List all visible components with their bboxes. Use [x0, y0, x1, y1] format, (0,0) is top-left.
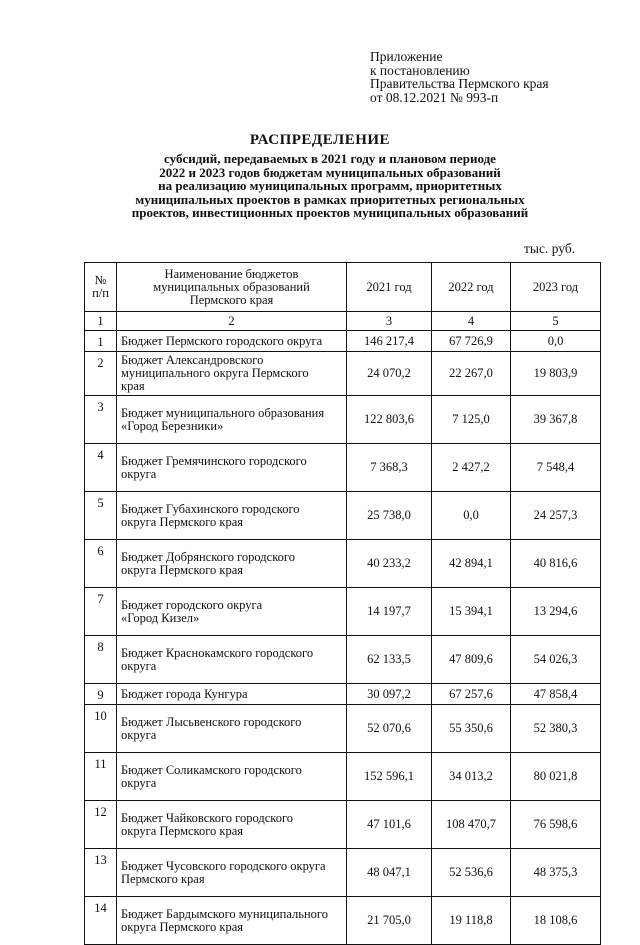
table-row — [85, 753, 601, 801]
value-2023: 48 375,3 — [511, 849, 601, 897]
index-cell: 3 — [347, 312, 432, 331]
budget-name-line: Бюджет муниципального образования — [121, 405, 325, 420]
subtitle-line: на реализацию муниципальных программ, приоритетных — [158, 178, 502, 193]
value-2023: 7 548,4 — [511, 444, 601, 492]
appendix-line: к постановлению — [370, 62, 470, 78]
value-2021: 25 738,0 — [347, 492, 432, 540]
appendix-block — [370, 50, 549, 104]
row-number: 2 — [85, 352, 117, 396]
value-2021: 47 101,6 — [347, 801, 432, 849]
row-number: 14 — [85, 897, 117, 945]
distribution-table — [84, 262, 601, 945]
value-2023: 52 380,3 — [511, 705, 601, 753]
value-2022: 2 427,2 — [432, 444, 511, 492]
subtitle-line: 2022 и 2023 годов бюджетам муниципальных образований — [159, 164, 501, 180]
value-2023: 0,0 — [511, 331, 601, 352]
row-number: 6 — [85, 540, 117, 588]
budget-name — [117, 705, 347, 753]
budget-name-line: Бюджет Краснокамского городского — [121, 645, 314, 660]
budget-name-line: округа — [121, 727, 157, 742]
table-row — [85, 444, 601, 492]
value-2022: 67 257,6 — [432, 684, 511, 705]
value-2022: 22 267,0 — [432, 352, 511, 396]
table-index-row — [85, 312, 601, 331]
value-2022: 0,0 — [432, 492, 511, 540]
header-2022: 2022 год — [432, 263, 511, 312]
header-num — [85, 263, 117, 312]
value-2022: 47 809,6 — [432, 636, 511, 684]
budget-name-line: Бюджет Добрянского городского — [121, 549, 295, 564]
value-2023: 47 858,4 — [511, 684, 601, 705]
value-2023: 76 598,6 — [511, 801, 601, 849]
row-number: 5 — [85, 492, 117, 540]
document-title: РАСПРЕДЕЛЕНИЕ — [249, 132, 391, 148]
units-label: тыс. руб. — [524, 241, 576, 256]
budget-name — [117, 396, 347, 444]
header-num-line: № — [94, 273, 107, 287]
budget-name-line: Бюджет Бардымского муниципального — [121, 906, 328, 921]
budget-name-line: Бюджет Чайковского городского — [121, 810, 294, 825]
budget-name — [117, 801, 347, 849]
index-cell: 2 — [117, 312, 347, 331]
value-2023: 39 367,8 — [511, 396, 601, 444]
row-number: 4 — [85, 444, 117, 492]
value-2022: 108 470,7 — [432, 801, 511, 849]
value-2021: 146 217,4 — [347, 331, 432, 352]
value-2022: 7 125,0 — [432, 396, 511, 444]
budget-name-line: округа — [121, 658, 157, 673]
budget-name — [117, 444, 347, 492]
value-2021: 62 133,5 — [347, 636, 432, 684]
value-2023: 13 294,6 — [511, 588, 601, 636]
budget-name-line: Бюджет городского округа — [121, 597, 263, 612]
budget-name-line: Бюджет Александровского — [121, 353, 264, 367]
value-2021: 21 705,0 — [347, 897, 432, 945]
row-number: 11 — [85, 753, 117, 801]
value-2023: 18 108,6 — [511, 897, 601, 945]
value-2022: 34 013,2 — [432, 753, 511, 801]
table-row — [85, 588, 601, 636]
budget-name — [117, 492, 347, 540]
value-2022: 19 118,8 — [432, 897, 511, 945]
value-2023: 24 257,3 — [511, 492, 601, 540]
appendix-line: от 08.12.2021 № 993-п — [370, 89, 499, 105]
row-number: 12 — [85, 801, 117, 849]
budget-name — [117, 540, 347, 588]
value-2021: 48 047,1 — [347, 849, 432, 897]
value-2023: 19 803,9 — [511, 352, 601, 396]
budget-name-line: «Город Березники» — [121, 418, 224, 433]
value-2023: 80 021,8 — [511, 753, 601, 801]
row-number: 1 — [85, 331, 117, 352]
budget-name-line: Бюджет Лысьвенского городского — [121, 714, 302, 729]
budget-name-line: Бюджет Чусовского городского округа — [121, 858, 326, 873]
budget-name — [117, 753, 347, 801]
index-cell: 4 — [432, 312, 511, 331]
budget-name — [117, 352, 347, 396]
table-row — [85, 331, 601, 352]
table-row — [85, 352, 601, 396]
header-name — [117, 263, 347, 312]
subtitle-line: муниципальных проектов в рамках приоритетных региональных — [135, 191, 525, 207]
budget-name — [117, 897, 347, 945]
budget-name — [117, 849, 347, 897]
budget-name — [117, 684, 347, 705]
budget-name-line: муниципального округа Пермского — [121, 366, 309, 380]
value-2021: 7 368,3 — [347, 444, 432, 492]
budget-name-line: Бюджет Соликамского городского — [121, 762, 302, 777]
budget-name-line: «Город Кизел» — [121, 610, 200, 625]
subtitle-line: субсидий, передаваемых в 2021 году и плановом периоде — [164, 151, 496, 166]
header-name-line: Наименование бюджетов — [164, 266, 299, 281]
table-row — [85, 492, 601, 540]
value-2023: 54 026,3 — [511, 636, 601, 684]
budget-name-line: Бюджет Губахинского городского — [121, 501, 300, 516]
table-row — [85, 636, 601, 684]
value-2022: 67 726,9 — [432, 331, 511, 352]
budget-name — [117, 588, 347, 636]
budget-name-line: Бюджет Гремячинского городского — [121, 453, 307, 468]
value-2021: 14 197,7 — [347, 588, 432, 636]
table-header-row — [85, 263, 601, 312]
row-number: 13 — [85, 849, 117, 897]
budget-name-line: округа Пермского края — [121, 562, 244, 577]
index-cell: 1 — [85, 312, 117, 331]
budget-name-line: округа — [121, 775, 157, 790]
appendix-line: Правительства Пермского края — [370, 76, 549, 91]
table-row — [85, 897, 601, 945]
row-number: 9 — [85, 684, 117, 705]
budget-name-line: округа Пермского края — [121, 823, 244, 838]
table-row — [85, 396, 601, 444]
subtitle-line: проектов, инвестиционных проектов муниципальных образований — [131, 205, 529, 220]
value-2021: 152 596,1 — [347, 753, 432, 801]
value-2022: 42 894,1 — [432, 540, 511, 588]
budget-name-line: Бюджет Пермского городского округа — [121, 333, 323, 348]
table-row — [85, 849, 601, 897]
header-2023: 2023 год — [511, 263, 601, 312]
index-cell: 5 — [511, 312, 601, 331]
budget-name-line: округа Пермского края — [121, 919, 244, 934]
document-subtitle — [80, 152, 580, 220]
row-number: 7 — [85, 588, 117, 636]
value-2021: 122 803,6 — [347, 396, 432, 444]
header-name-line: Пермского края — [189, 292, 274, 307]
table-row — [85, 684, 601, 705]
value-2021: 40 233,2 — [347, 540, 432, 588]
value-2023: 40 816,6 — [511, 540, 601, 588]
budget-name-line: Бюджет города Кунгура — [121, 686, 248, 701]
value-2021: 30 097,2 — [347, 684, 432, 705]
table-row — [85, 540, 601, 588]
row-number: 10 — [85, 705, 117, 753]
value-2021: 24 070,2 — [347, 352, 432, 396]
value-2022: 52 536,6 — [432, 849, 511, 897]
value-2022: 15 394,1 — [432, 588, 511, 636]
table-row — [85, 801, 601, 849]
header-name-line: муниципальных образований — [153, 279, 310, 294]
budget-name-line: Пермского края — [121, 871, 205, 886]
appendix-line: Приложение — [370, 49, 443, 64]
header-2021: 2021 год — [347, 263, 432, 312]
header-num-line: п/п — [92, 286, 109, 300]
value-2022: 55 350,6 — [432, 705, 511, 753]
row-number: 8 — [85, 636, 117, 684]
row-number: 3 — [85, 396, 117, 444]
value-2021: 52 070,6 — [347, 705, 432, 753]
budget-name — [117, 331, 347, 352]
table-row — [85, 705, 601, 753]
budget-name — [117, 636, 347, 684]
budget-name-line: края — [121, 379, 145, 393]
budget-name-line: округа Пермского края — [121, 514, 244, 529]
budget-name-line: округа — [121, 466, 157, 481]
